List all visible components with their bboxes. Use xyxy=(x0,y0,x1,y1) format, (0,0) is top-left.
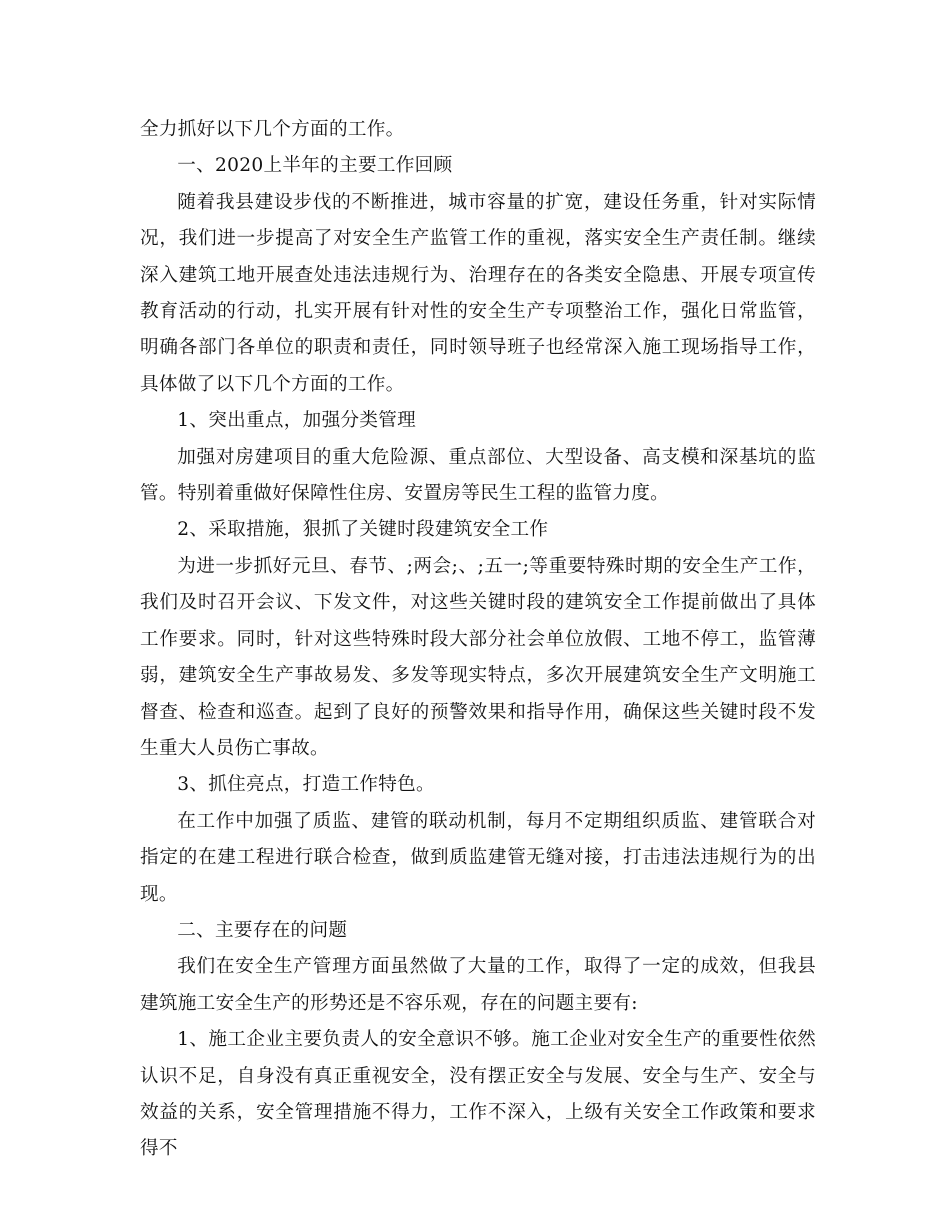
subheading-focus: 1、突出重点，加强分类管理 xyxy=(177,410,417,432)
section-heading-review: 一、2020上半年的主要工作回顾 xyxy=(177,155,453,177)
paragraph-review: 随着我县建设步伐的不断推进，城市容量的扩宽，建设任务重，针对实际情况，我们进一步提高了对安全生产监管工作的重视，落实安全生产责任制。继续深入建筑工地开展查处违法违规行为、治理存在的各类安全隐患、开展专项宣传教育活动的行动，扎实开展有针对性的安全生产专项整治工作，强化日常监管，明确各部门各单位的职责和责任，同时领导班子也经常深入施工现场指导工作，具体做了以下几个方面的工作。 xyxy=(140,191,816,395)
paragraph-problems: 我们在安全生产管理方面虽然做了大量的工作，取得了一定的成效，但我县建筑施工安全生产的形势还是不容乐观，存在的问题主要有: xyxy=(140,956,816,1014)
section-heading-problems: 二、主要存在的问题 xyxy=(177,919,348,941)
paragraph-problem-1: 1、施工企业主要负责人的安全意识不够。施工企业对安全生产的重要性依然认识不足，自身没有真正重视安全，没有摆正安全与发展、安全与生产、安全与效益的关系，安全管理措施不得力，工作不深入，上级有关安全工作政策和要求得不 xyxy=(140,1029,816,1160)
subheading-highlights: 3、抓住亮点，打造工作特色。 xyxy=(177,774,435,796)
paragraph-intro: 全力抓好以下几个方面的工作。 xyxy=(140,119,405,140)
paragraph-focus: 加强对房建项目的重大危险源、重点部位、大型设备、高支模和深基坑的监管。特别着重做好保障性住房、安置房等民生工程的监管力度。 xyxy=(140,446,816,505)
document-body xyxy=(140,112,816,1168)
paragraph-measures: 为进一步抓好元旦、春节、;两会;、;五一;等重要特殊时期的安全生产工作，我们及时召开会议、下发文件，对这些关键时段的建筑安全工作提前做出了具体工作要求。同时，针对这些特殊时段大部分社会单位放假、工地不停工，监管薄弱，建筑安全生产事故易发、多发等现实特点，多次开展建筑安全生产文明施工督查、检查和巡查。起到了良好的预警效果和指导作用，确保这些关键时段不发生重大人员伤亡事故。 xyxy=(140,555,816,759)
subheading-measures: 2、采取措施，狠抓了关键时段建筑安全工作 xyxy=(177,519,549,541)
paragraph-highlights: 在工作中加强了质监、建管的联动机制，每月不定期组织质监、建管联合对指定的在建工程进行联合检查，做到质监建管无缝对接，打击违法违规行为的出现。 xyxy=(140,810,816,905)
